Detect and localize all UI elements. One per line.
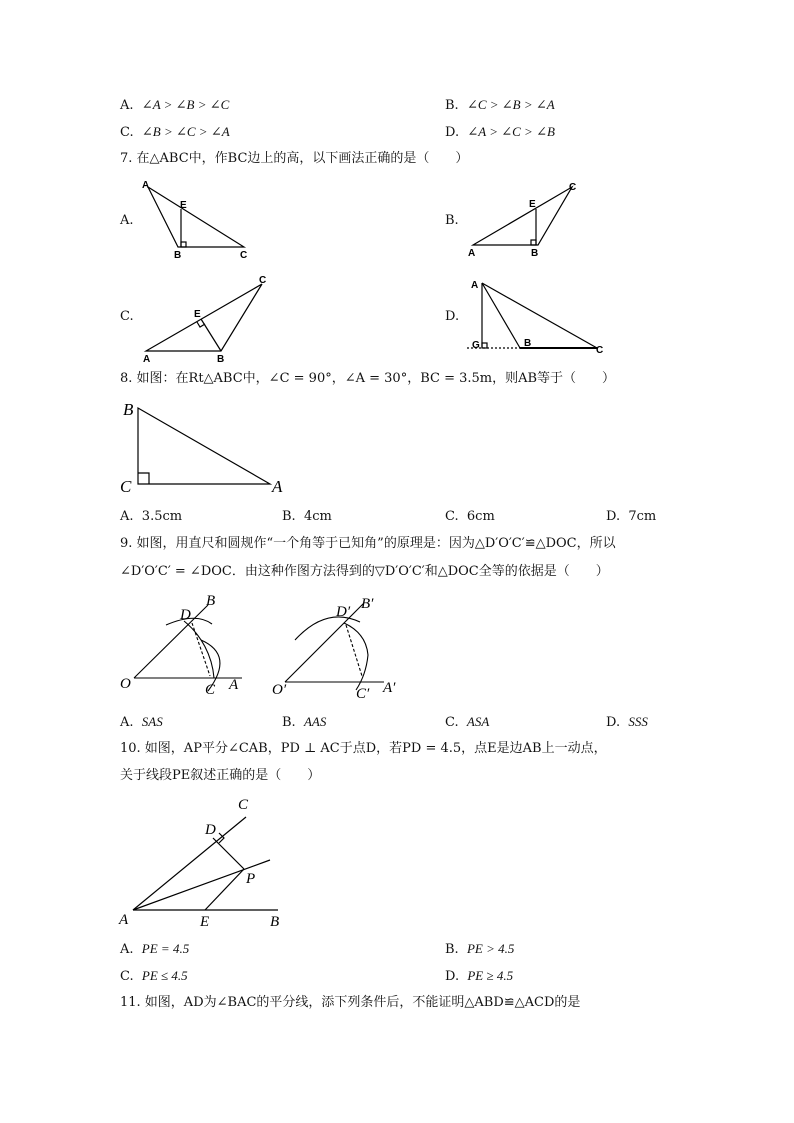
q11-stem: 11. 如图，AD为∠BAC的平分线，添下列条件后，不能证明△ABD≌△ACD的是 [120,995,581,1010]
q8-label-b: B [123,400,134,419]
q7-fig-b-label-b: B [531,248,539,259]
q9-fig1-label-o: O [120,676,131,692]
q10-label-a: A [119,912,129,928]
q7-fig-c-label-e: E [194,309,201,320]
q10-option-b: B. PE > 4.5 [445,941,515,957]
q9-fig2-label-o: O′ [272,682,287,698]
q9-option-b: B. AAS [282,714,327,730]
q10-label-c: C [238,797,249,813]
q7-stem: 7. 在△ABC中，作BC边上的高，以下画法正确的是（ ） [120,151,469,166]
q8-option-c: C. 6cm [445,509,495,524]
q9-fig2-label-c: C′ [356,686,370,702]
q7-label-b: B. [445,213,459,228]
q7-fig-c-label-b: B [217,354,225,365]
q7-fig-c-label-a: A [143,354,151,365]
q8-option-a: A. 3.5cm [120,509,183,524]
q10-label-b: B [270,914,280,930]
q7-fig-b-label-c: C [569,182,577,193]
q10-option-a: A. PE = 4.5 [120,941,190,957]
q7-label-c: C. [120,309,134,324]
q9-stem-line2: ∠D′O′C′ = ∠DOC．由这种作图方法得到的▽D′O′C′和△DOC全等的依据是（ ） [120,564,609,579]
q10-option-d: D. PE ≥ 4.5 [445,968,514,984]
q9-fig1-label-d: D [180,607,191,623]
q7-fig-a-label-e: E [180,200,187,211]
q7-label-a: A. [120,213,134,228]
q8-stem: 8. 如图：在Rt△ABC中，∠C = 90°，∠A = 30°，BC = 3.5m，则AB等于（ ） [120,371,616,386]
q7-fig-d-label-b: B [524,338,532,349]
q8-option-b: B. 4cm [282,509,332,524]
q10-label-p: P [246,871,256,887]
q7-fig-a-label-c: C [240,250,248,261]
q7-fig-b-label-a: A [468,248,476,259]
q10-stem-line2: 关于线段PE叙述正确的是（ ） [120,768,321,783]
q7-fig-d-label-g: G [472,340,480,351]
q9-option-d: D. SSS [606,714,648,730]
q7-fig-b-label-e: E [529,199,536,210]
q10-label-e: E [200,914,210,930]
q10-stem-line1: 10. 如图，AP平分∠CAB，PD ⊥ AC于点D，若PD = 4.5，点E是边AB上一动点， [120,741,607,756]
q9-fig2-label-d: D′ [336,604,351,620]
q6-option-d: D. ∠A > ∠C > ∠B [445,124,555,140]
q7-fig-a-label-a: A [142,180,150,191]
q7-fig-a-label-b: B [174,250,182,261]
q9-option-a: A. SAS [120,714,163,730]
q7-fig-d-label-a: A [471,280,479,291]
q8-label-c: C [120,477,132,496]
q10-label-d: D [205,822,216,838]
q8-label-a: A [272,477,283,496]
q7-fig-d-label-c: C [596,345,604,356]
q9-fig1-label-b: B [206,593,216,609]
q8-option-d: D. 7cm [606,509,657,524]
q6-option-c: C. ∠B > ∠C > ∠A [120,124,230,140]
q9-option-c: C. ASA [445,714,490,730]
q10-option-c: C. PE ≤ 4.5 [120,968,188,984]
q9-stem-line1: 9. 如图，用直尺和圆规作“一个角等于已知角”的原理是：因为△D′O′C′≌△DOC，所以 [120,536,616,551]
q9-fig1-label-a: A [229,677,239,693]
q9-fig1-label-c: C [205,682,216,698]
q7-fig-c-label-c: C [259,275,267,286]
q6-option-b: B. ∠C > ∠B > ∠A [445,97,555,113]
q6-option-a: A. ∠A > ∠B > ∠C [120,97,230,113]
q7-label-d: D. [445,309,460,324]
q9-fig2-label-b: B′ [361,596,374,612]
q9-fig2-label-a: A′ [383,680,396,696]
